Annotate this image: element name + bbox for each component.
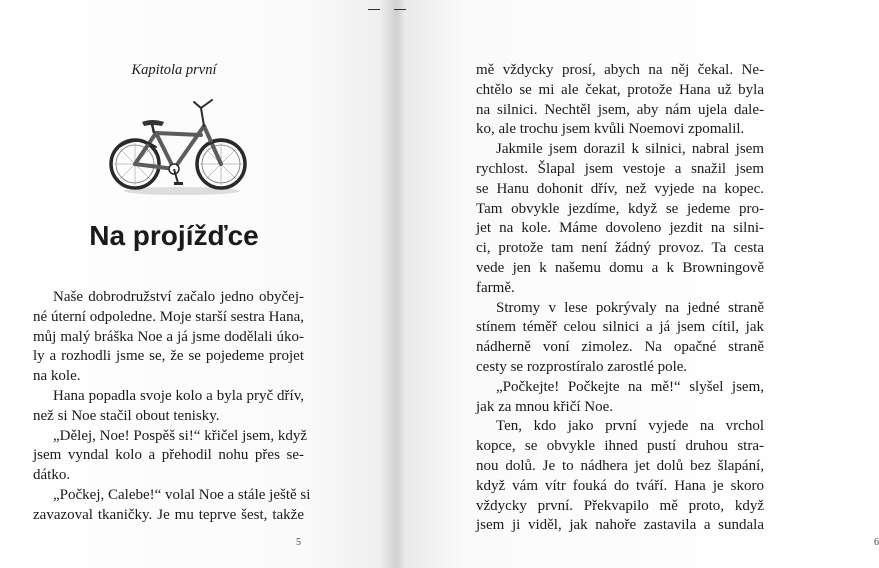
- text-line: zavazoval tkaničky. Je mu teprve šest, takže: [33, 506, 304, 523]
- text-line: kopce, se obvykle ihned pustí druhou stra-: [476, 438, 764, 455]
- text-line: než si Noe stačil obout tenisky.: [33, 407, 220, 424]
- chapter-label: Kapitola první: [131, 62, 217, 78]
- text-line: ly a rozhodli jsme se, že se pojedeme projet: [33, 348, 304, 365]
- text-line: když vám vítr fouká do tváří. Hana je skoro: [476, 477, 764, 494]
- text-line: ko, ale trochu jsem kvůli Noemovi zpomalil.: [476, 121, 745, 138]
- text-line: na silnici. Nechtěl jsem, aby nám ujela dale-: [476, 101, 764, 118]
- chapter-title: Na projížďce: [89, 220, 259, 251]
- left-body-text: [33, 288, 311, 526]
- text-line: né úterní odpoledne. Moje starší sestra Hana,: [33, 308, 304, 325]
- text-line: dátko.: [33, 467, 71, 484]
- text-line: Ten, kdo jako první vyjede na vrchol: [496, 418, 764, 435]
- text-line: farmě.: [476, 279, 515, 296]
- page-number-right: 6: [874, 537, 879, 548]
- text-line: vede jen k našemu domu a k Browningově: [476, 259, 764, 276]
- text-line: cesty se rozprostíralo zarostlé pole.: [476, 358, 688, 375]
- text-line: se Hanu dohonit dřív, než vyjede na kopec.: [476, 180, 764, 197]
- text-line: jet na kole. Máme dovoleno jezdit na silni-: [476, 220, 764, 237]
- text-line: Hana popadla svoje kolo a byla pryč dřív,: [53, 387, 304, 404]
- text-line: Tam obvykle jezdíme, když se jedeme pro-: [476, 200, 764, 217]
- text-line: „Počkejte! Počkejte na mě!“ slyšel jsem,: [496, 378, 764, 395]
- text-line: stínem téměř celou silnici a já jsem cítil, jak: [476, 319, 764, 336]
- text-line: nádherně voní zimolez. Na opačné straně: [476, 339, 764, 356]
- text-line: ci, protože tam není žádný provoz. Ta cesta: [476, 240, 764, 257]
- text-line: rychlost. Šlapal jsem vestoje a snažil jsem: [476, 160, 764, 177]
- right-body-text: [476, 61, 764, 536]
- text-line: jsem vyndal kolo a přehodil nohu přes se-: [33, 447, 304, 464]
- text-line: jsem ji viděl, jak nahoře zastavila a sundala: [476, 517, 764, 534]
- text-line: Jakmile jsem dorazil k silnici, nabral jsem: [496, 141, 764, 158]
- text-line: vždycky první. Překvapilo mě proto, když: [476, 497, 764, 514]
- text-line: můj malý bráška Noe a já jsme dodělali úko-: [33, 328, 304, 345]
- text-line: chtělo se mi ale čekat, protože Hana už byla: [476, 81, 764, 98]
- page-number-left: 5: [296, 537, 301, 548]
- left-page: [0, 0, 398, 568]
- text-line: „Dělej, Noe! Pospěš si!“ křičel jsem, když: [53, 427, 308, 444]
- text-line: nou dolů. Je to nádhera jet dolů bez šlapání,: [476, 457, 764, 474]
- text-line: Naše dobrodružství začalo jedno obyčej-: [53, 289, 304, 305]
- text-line: na kole.: [33, 368, 81, 385]
- text-line: Stromy v lese pokrývaly na jedné straně: [496, 299, 764, 316]
- text-line: „Počkej, Calebe!“ volal Noe a stále ještě si: [53, 486, 311, 503]
- bicycle-icon: [108, 93, 250, 198]
- text-line: jak za mnou křičí Noe.: [476, 398, 614, 415]
- text-line: mě vždycky prosí, abych na něj čekal. Ne-: [476, 62, 764, 78]
